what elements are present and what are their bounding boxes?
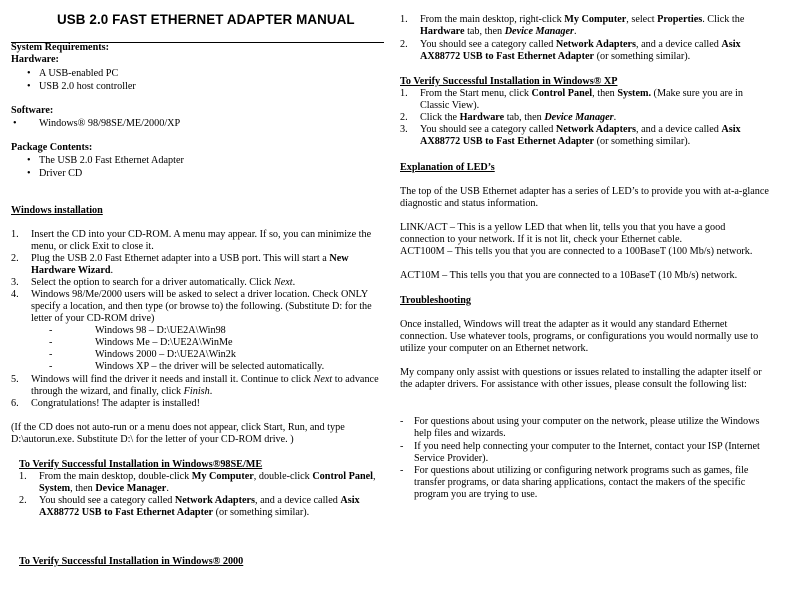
manual-title: USB 2.0 FAST ETHERNET ADAPTER MANUAL: [57, 12, 355, 27]
bullet-icon: •: [27, 68, 31, 79]
verify-2000-step: [400, 39, 770, 63]
verify-2000-step: [400, 14, 770, 38]
step-text: Windows will find the driver it needs and install it. Continue to click Next to advance through the wizard, and finally, click Finish.: [31, 374, 379, 398]
troubleshooting-item: [400, 441, 770, 465]
bullet-icon: •: [27, 168, 31, 179]
leds-heading: Explanation of LED’s: [400, 162, 495, 173]
install-step: [11, 398, 386, 410]
drive-path-item: [11, 349, 386, 361]
bullet-icon: •: [27, 155, 31, 166]
drive-path-item: [11, 361, 386, 373]
step-text: You should see a category called Network Adapters, and a device called Asix AX88772 USB to Fast Ethernet Adapter (or something similar).: [420, 124, 741, 148]
software-heading: Software:: [11, 105, 54, 116]
troubleshooting-item-text: For questions about utilizing or configuring network programs such as games, file transfer programs, or data sharing applications, contact the makers of the specific program you are trying to use.: [414, 465, 749, 501]
dash-marker: -: [400, 416, 404, 427]
package-item-text: Driver CD: [39, 168, 83, 179]
step-text: Select the option to search for a driver automatically. Click Next.: [31, 277, 296, 288]
dash-marker: -: [400, 441, 404, 452]
troubleshooting-paragraph: My company only assist with questions or issues related to installing the adapter itself or the adapter drivers. For assistance with other issues, please consult the following list:: [400, 367, 762, 391]
package-heading: Package Contents:: [11, 142, 93, 153]
autorun-note: (If the CD does not auto-run or a menu does not appear, click Start, Run, and type D:\autorun.exe. Substitute D:\ for the letter of your CD-ROM drive. ): [11, 422, 345, 446]
install-step: [11, 253, 386, 277]
step-number: 1.: [400, 14, 408, 25]
dash-marker: -: [49, 325, 53, 336]
bullet-icon: •: [13, 118, 17, 129]
sysreq-heading: System Requirements:: [11, 42, 109, 53]
dash-marker: -: [49, 337, 53, 348]
dash-marker: -: [49, 349, 53, 360]
dash-marker: -: [400, 465, 404, 476]
led-act100m: ACT100M – This tells you that you are connected to a 100BaseT (100 Mb/s) network.: [400, 246, 753, 257]
troubleshooting-paragraph: Once installed, Windows will treat the adapter as it would any standard Ethernet connection. Use whatever tools, programs, or configurations you would normally use to utilize your computer on an Ethernet network.: [400, 319, 759, 355]
verify-xp-step: [400, 88, 770, 112]
led-link-act: LINK/ACT – This is a yellow LED that when lit, tells you that you have a good connection to your network. If it is not lit, check your Ethernet cable.: [400, 222, 726, 246]
verify-98-step: [19, 471, 389, 495]
troubleshooting-heading: Troubleshooting: [400, 295, 471, 306]
hardware-item-text: USB 2.0 host controller: [39, 81, 136, 92]
install-step: [11, 374, 386, 398]
troubleshooting-item: [400, 465, 770, 501]
step-number: 1.: [11, 229, 19, 240]
step-number: 1.: [400, 88, 408, 99]
troubleshooting-item-text: For questions about using your computer on the network, please utilize the Windows help files and wizards.: [414, 416, 760, 440]
step-number: 3.: [400, 124, 408, 135]
step-text: From the main desktop, double-click My Computer, double-click Control Panel, System, then Device Manager.: [39, 471, 376, 495]
dash-marker: -: [49, 361, 53, 372]
verify-2000-heading: To Verify Successful Installation in Windows® 2000: [19, 556, 244, 567]
verify-xp-heading: To Verify Successful Installation in Windows® XP: [400, 76, 618, 87]
package-item: [11, 155, 386, 167]
hardware-item-text: A USB-enabled PC: [39, 68, 119, 79]
step-text: Windows 98/Me/2000 users will be asked to select a driver location. Check ONLY specify a location, and then type (or browse to) the following. (Substitute D: for the letter of your CD-ROM drive): [31, 289, 372, 325]
step-text: You should see a category called Network Adapters, and a device called Asix AX88772 USB to Fast Ethernet Adapter (or something similar).: [39, 495, 360, 519]
step-number: 2.: [11, 253, 19, 264]
step-text: From the main desktop, right-click My Computer, select Properties. Click the Hardware tab, then Device Manager.: [420, 14, 745, 38]
step-number: 2.: [19, 495, 27, 506]
step-text: From the Start menu, click Control Panel, then System. (Make sure you are in Classic View).: [420, 88, 743, 112]
step-number: 3.: [11, 277, 19, 288]
step-text: You should see a category called Network Adapters, and a device called Asix AX88772 USB to Fast Ethernet Adapter (or something similar).: [420, 39, 741, 63]
software-item-text: Windows® 98/98SE/ME/2000/XP: [39, 118, 181, 129]
verify-xp-step: [400, 112, 770, 124]
verify-98-heading: To Verify Successful Installation in Windows®98SE/ME: [19, 459, 263, 470]
drive-path-text: Windows XP – the driver will be selected automatically.: [95, 361, 325, 372]
troubleshooting-item: [400, 416, 770, 440]
step-number: 6.: [11, 398, 19, 409]
software-item: [11, 118, 386, 130]
install-step: [11, 289, 386, 325]
drive-path-text: Windows 2000 – D:\UE2A\Win2k: [95, 349, 236, 360]
troubleshooting-item-text: If you need help connecting your computer to the Internet, contact your ISP (Internet Service Provider).: [414, 441, 760, 465]
drive-path-text: Windows Me – D:\UE2A\WinMe: [95, 337, 233, 348]
step-number: 4.: [11, 289, 19, 300]
step-text: Click the Hardware tab, then Device Manager.: [420, 112, 617, 123]
bullet-icon: •: [27, 81, 31, 92]
step-number: 5.: [11, 374, 19, 385]
drive-path-text: Windows 98 – D:\UE2A\Win98: [95, 325, 226, 336]
hardware-item: [11, 81, 386, 93]
install-step: [11, 229, 386, 253]
led-act10m: ACT10M – This tells you that you are connected to a 10BaseT (10 Mb/s) network.: [400, 270, 738, 281]
step-text: Congratulations! The adapter is installed!: [31, 398, 200, 409]
step-number: 2.: [400, 112, 408, 123]
verify-98-step: [19, 495, 389, 519]
verify-xp-step: [400, 124, 770, 148]
drive-path-item: [11, 337, 386, 349]
step-number: 1.: [19, 471, 27, 482]
step-text: Insert the CD into your CD-ROM. A menu may appear. If so, you can minimize the menu, or click Exit to close it.: [31, 229, 372, 253]
hardware-heading: Hardware:: [11, 54, 59, 65]
hardware-item: [11, 68, 386, 80]
install-step: [11, 277, 386, 289]
windows-installation-heading: Windows installation: [11, 205, 103, 216]
step-text: Plug the USB 2.0 Fast Ethernet adapter into a USB port. This will start a New Hardware Wizard.: [31, 253, 349, 277]
leds-intro: The top of the USB Ethernet adapter has a series of LED’s to provide you with at-a-glance diagnostic and status information.: [400, 186, 769, 210]
step-number: 2.: [400, 39, 408, 50]
package-item: [11, 168, 386, 180]
drive-path-item: [11, 325, 386, 337]
package-item-text: The USB 2.0 Fast Ethernet Adapter: [39, 155, 184, 166]
